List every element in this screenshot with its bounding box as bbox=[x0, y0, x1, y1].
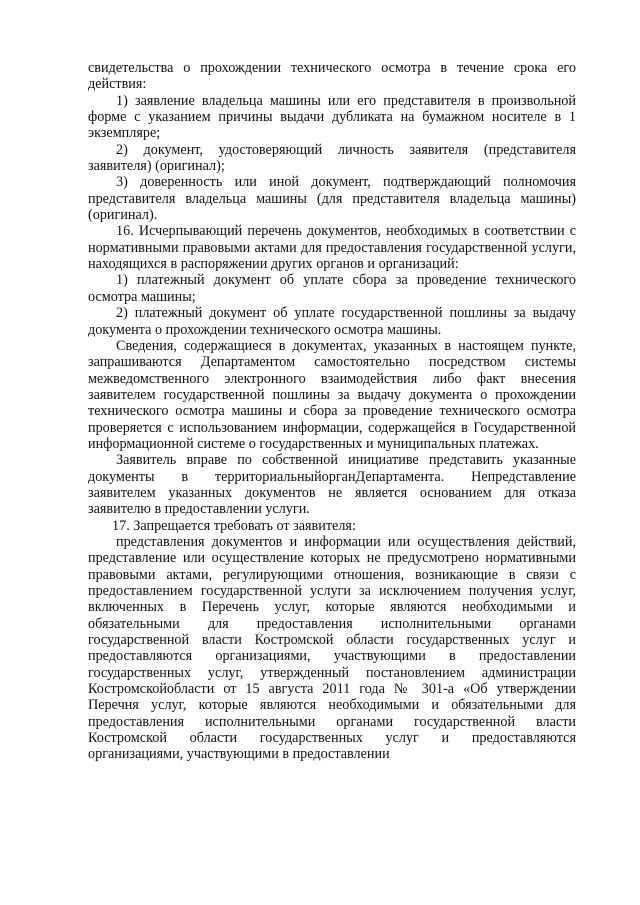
paragraph-applicant-right: Заявитель вправе по собственной инициативе представить указанные документы в территориальныйорганДепартамента. Непредставление заявителем указанных документов не является основанием для отказа заявителю в предоставлении услуги. bbox=[88, 452, 576, 518]
paragraph-list-item-2: 2) документ, удостоверяющий личность заявителя (представителя заявителя) (оригинал); bbox=[88, 141, 576, 175]
paragraph-information: Сведения, содержащиеся в документах, указанных в настоящем пункте, запрашиваются Департаментом самостоятельно посредством системы межведомственного электронного взаимодействия либо факт внесения заявителем государственной пошлины за выдачу документа о прохождении технического осмотра машины и сбора за проведение технического осмотра проверяется с использованием информации, содержащейся в Государственной информационной системе о государственных и муниципальных платежах. bbox=[88, 337, 576, 452]
paragraph-continuation: свидетельства о прохождении технического осмотра в течение срока его действия: bbox=[88, 60, 576, 93]
paragraph-clause-17: 17. Запрещается требовать от заявителя: bbox=[112, 517, 356, 534]
paragraph-clause-17-item: представления документов и информации или осуществления действий, представление или осуществление которых не предусмотрено нормативными правовыми актами, регулирующими отношения, возникающие в связи с предоставлением государственной услуги за исключением получения услуг, включенных в Перечень услуг, которые являются необходимыми и обязательными для предоставления исполнительными органами государственной власти Костромской области государственных услуг и предоставляются организациями, участвующими в предоставлении государственных услуг, утвержденный постановлением администрации Костромскойобласти от 15 августа 2011 года № 301-а «Об утверждении Перечня услуг, которые являются необходимыми и обязательными для предоставления исполнительными органами государственной власти Костромской области государственных услуг и предоставляются организациями, участвующими в предоставлении bbox=[88, 533, 576, 763]
paragraph-list-item-3: 3) доверенность или иной документ, подтверждающий полномочия представителя владельца машины (для представителя владельца машины)(оригинал). bbox=[88, 174, 576, 224]
document-page bbox=[88, 60, 576, 763]
paragraph-clause-16-item-2: 2) платежный документ об уплате государственной пошлины за выдачу документа о прохождении технического осмотра машины. bbox=[88, 305, 576, 338]
paragraph-list-item-1: 1) заявление владельца машины или его представителя в произвольной форме с указанием причины выдачи дубликата на бумажном носителе в 1 экземпляре; bbox=[88, 92, 576, 142]
paragraph-clause-16: 16. Исчерпывающий перечень документов, необходимых в соответствии с нормативными правовыми актами для предоставления государственной услуги, находящихся в распоряжении других органов и организаций: bbox=[88, 223, 576, 273]
paragraph-clause-16-item-1: 1) платежный документ об уплате сбора за проведение технического осмотра машины; bbox=[88, 272, 576, 305]
